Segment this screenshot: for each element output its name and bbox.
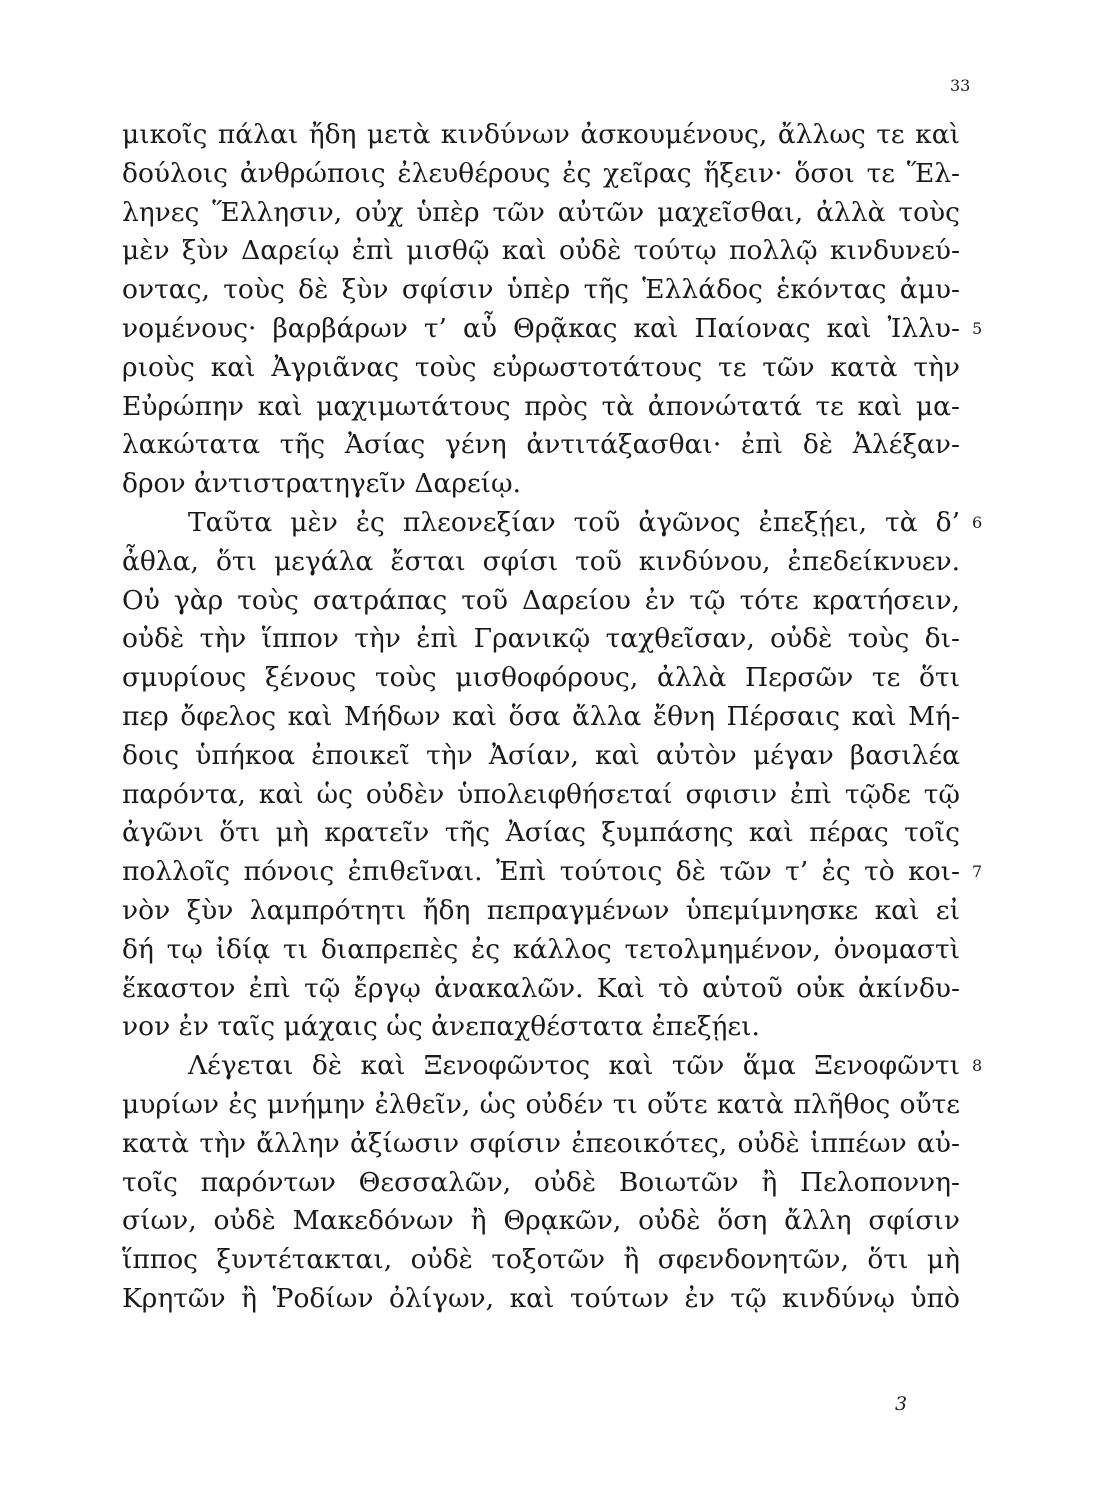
text-line-content: δή τῳ ἰδίᾳ τι διαπρεπὲς ἐς κάλλος τετολμημένον, ὀνομαστὶ — [122, 933, 960, 965]
text-line-content: παρόντα, καὶ ὡς οὐδὲν ὑπολειφθήσεταί σφισιν ἐπὶ τῷδε τῷ — [122, 778, 960, 810]
text-line — [122, 853, 983, 892]
text-line — [122, 582, 960, 621]
text-line-content: μὲν ξὺν Δαρείῳ ἐπὶ μισθῷ καὶ οὐδὲ τούτῳ πολλῷ κινδυνεύ- — [122, 235, 960, 267]
text-line — [122, 310, 983, 349]
text-line-content: Εὐρώπην καὶ μαχιμωτάτους πρὸς τὰ ἀπονώτατά τε καὶ μα- — [122, 390, 960, 422]
text-line — [122, 543, 960, 582]
text-line-content: νον ἐν ταῖς μάχαις ὡς ἀνεπαχθέστατα ἐπεξῄει. — [122, 1011, 760, 1043]
text-line-content: δρον ἀντιστρατηγεῖν Δαρείῳ. — [122, 468, 522, 500]
text-line-content: περ ὄφελος καὶ Μήδων καὶ ὅσα ἄλλα ἔθνη Πέρσαις καὶ Μή- — [122, 700, 960, 732]
text-line — [122, 388, 960, 427]
text-line — [122, 1202, 960, 1241]
text-line-content: οντας, τοὺς δὲ ξὺν σφίσιν ὑπὲρ τῆς Ἑλλάδος ἑκόντας ἀμυ- — [122, 274, 960, 306]
section-number: 7 — [972, 862, 983, 882]
text-line — [122, 620, 960, 659]
section-number: 8 — [972, 1056, 983, 1076]
text-line — [122, 776, 960, 815]
text-line — [122, 970, 960, 1009]
text-line-content: ριοὺς καὶ Ἀγριᾶνας τοὺς εὐρωστοτάτους τε τῶν κατὰ τὴν — [122, 351, 960, 383]
text-line-content: τοῖς παρόντων Θεσσαλῶν, οὐδὲ Βοιωτῶν ἢ Πελοποννη- — [122, 1166, 960, 1198]
text-line — [122, 1008, 960, 1047]
body-text — [122, 116, 983, 1319]
text-line-content: δούλοις ἀνθρώποις ἐλευθέρους ἐς χεῖρας ἥξειν· ὅσοι τε Ἕλ- — [122, 157, 960, 189]
text-line-content: κατὰ τὴν ἄλλην ἀξίωσιν σφίσιν ἐπεοικότες, οὐδὲ ἱππέων αὐ- — [122, 1127, 960, 1159]
text-line-content: νομένους· βαρβάρων τ’ αὖ Θρᾷκας καὶ Παίονας καὶ Ἰλλυ- — [122, 312, 960, 344]
text-line — [122, 1125, 960, 1164]
text-line — [122, 659, 960, 698]
text-line — [122, 698, 960, 737]
text-line — [122, 465, 960, 504]
text-line — [122, 349, 960, 388]
text-line-content: ληνες Ἕλλησιν, οὐχ ὑπὲρ τῶν αὐτῶν μαχεῖσθαι, ἀλλὰ τοὺς — [122, 196, 960, 228]
text-line — [122, 892, 960, 931]
text-line — [122, 737, 960, 776]
text-line-content: δοις ὑπήκοα ἐποικεῖ τὴν Ἀσίαν, καὶ αὐτὸν μέγαν βασιλέα — [122, 739, 960, 771]
text-line — [122, 1164, 960, 1203]
text-line-content: σμυρίους ξένους τοὺς μισθοφόρους, ἀλλὰ Περσῶν τε ὅτι — [122, 662, 960, 694]
text-line — [122, 504, 983, 543]
text-line — [122, 1280, 960, 1319]
text-line — [122, 1241, 960, 1280]
text-line-content: ἆθλα, ὅτι μεγάλα ἔσται σφίσι τοῦ κινδύνου, ἐπεδείκνυεν. — [122, 545, 960, 577]
text-line — [122, 1047, 983, 1086]
text-line-content: ἀγῶνι ὅτι μὴ κρατεῖν τῆς Ἀσίας ξυμπάσης καὶ πέρας τοῖς — [122, 817, 960, 849]
text-line-content: πολλοῖς πόνοις ἐπιθεῖναι. Ἐπὶ τούτοις δὲ τῶν τ’ ἐς τὸ κοι- — [122, 856, 960, 888]
text-line-content: λακώτατα τῆς Ἀσίας γένη ἀντιτάξασθαι· ἐπὶ δὲ Ἀλέξαν- — [122, 429, 960, 461]
text-line — [122, 931, 960, 970]
text-line-content: μικοῖς πάλαι ἤδη μετὰ κινδύνων ἀσκουμένους, ἄλλως τε καὶ — [122, 119, 960, 150]
text-line — [122, 814, 960, 853]
text-line-content: οὐδὲ τὴν ἵππον τὴν ἐπὶ Γρανικῷ ταχθεῖσαν, οὐδὲ τοὺς δι- — [122, 623, 960, 655]
text-line-content: ἵππος ξυντέτακται, οὐδὲ τοξοτῶν ἢ σφενδονητῶν, ὅτι μὴ — [122, 1244, 960, 1276]
text-line-content: μυρίων ἐς μνήμην ἐλθεῖν, ὡς οὐδέν τι οὔτε κατὰ πλῆθος οὔτε — [122, 1088, 960, 1120]
text-line — [122, 194, 960, 233]
text-line-content: Ταῦτα μὲν ἐς πλεονεξίαν τοῦ ἀγῶνος ἐπεξῄει, τὰ δ’ — [188, 506, 960, 538]
section-number: 6 — [972, 512, 983, 532]
text-line-content: σίων, οὐδὲ Μακεδόνων ἢ Θρᾳκῶν, οὐδὲ ὅση ἄλλη σφίσιν — [122, 1205, 960, 1237]
text-line-content: Λέγεται δὲ καὶ Ξενοφῶντος καὶ τῶν ἅμα Ξενοφῶντι — [188, 1050, 960, 1082]
text-line-content: Κρητῶν ἢ Ῥοδίων ὀλίγων, καὶ τούτων ἐν τῷ κινδύνῳ ὑπὸ — [122, 1282, 960, 1314]
text-line — [122, 155, 960, 194]
page-number: 33 — [950, 76, 971, 95]
text-line — [122, 232, 960, 271]
text-line-content: νὸν ξὺν λαμπρότητι ἤδη πεπραγμένων ὑπεμίμνησκε καὶ εἰ — [122, 894, 960, 926]
text-line — [122, 271, 960, 310]
text-line — [122, 116, 960, 155]
text-line-content: ἕκαστον ἐπὶ τῷ ἔργῳ ἀνακαλῶν. Καὶ τὸ αὑτοῦ οὐκ ἀκίνδυ- — [122, 972, 960, 1004]
section-number: 5 — [972, 318, 983, 338]
signature-mark: 3 — [895, 1393, 908, 1415]
text-line — [122, 1086, 960, 1125]
text-line-content: Οὐ γὰρ τοὺς σατράπας τοῦ Δαρείου ἐν τῷ τότε κρατήσειν, — [122, 584, 960, 616]
text-line — [122, 426, 960, 465]
